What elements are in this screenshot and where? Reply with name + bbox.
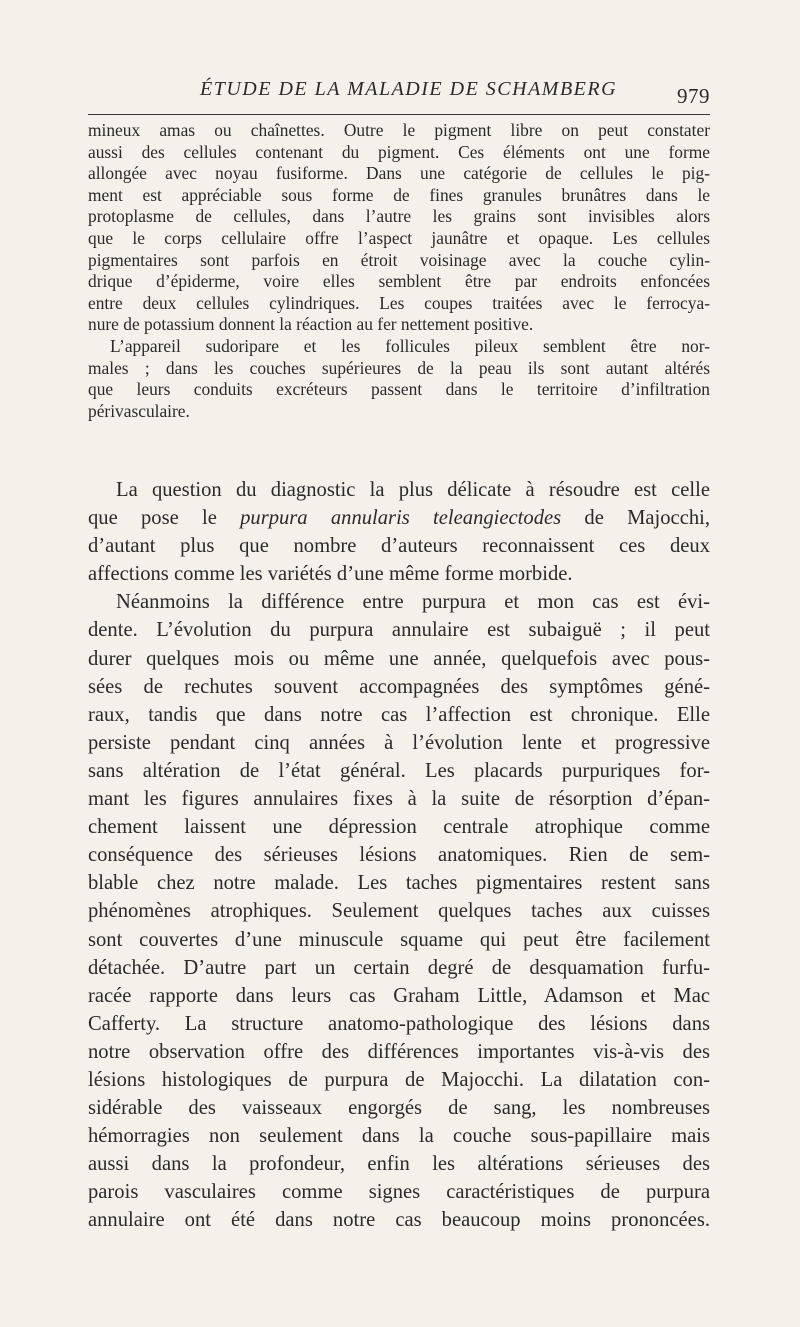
paragraph-differences xyxy=(88,588,710,1234)
page-number: 979 xyxy=(677,84,710,108)
text-line: hémorragies non seulement dans la couche sous-papillaire mais xyxy=(88,1125,710,1148)
text-line: blable chez notre malade. Les taches pigmentaires restent sans xyxy=(88,872,710,895)
text-line: lésions histologiques de purpura de Majocchi. La dilatation con- xyxy=(88,1068,710,1091)
text-line: durer quelques mois ou même une année, quelquefois avec pous- xyxy=(88,647,710,670)
text-line: phénomènes atrophiques. Seulement quelques taches aux cuisses xyxy=(88,900,710,923)
text-line: Cafferty. La structure anatomo-pathologique des lésions dans xyxy=(88,1012,710,1035)
text-line: que leurs conduits excréteurs passent dans le territoire d’infiltration xyxy=(88,379,710,400)
italic-term: purpura annularis teleangiectodes xyxy=(240,507,562,530)
paragraph-sweat-glands xyxy=(88,336,710,422)
text-line: périvasculaire. xyxy=(88,400,190,421)
text-line: dente. L’évolution du purpura annulaire est subaiguë ; il peut xyxy=(88,619,710,642)
text-line: racée rapporte dans leurs cas Graham Little, Adamson et Mac xyxy=(88,984,710,1007)
text-line: notre observation offre des différences importantes vis-à-vis des xyxy=(88,1040,710,1063)
text-line: sont couvertes d’une minuscule squame qui peut être facilement xyxy=(88,928,710,951)
text-line: affections comme les variétés d’une même forme morbide. xyxy=(88,563,573,586)
text-line: d’autant plus que nombre d’auteurs reconnaissent ces deux xyxy=(88,535,710,558)
small-print-section xyxy=(88,120,710,422)
text-line: drique d’épiderme, voire elles semblent être par endroits enfoncées xyxy=(88,271,710,292)
text-line: nure de potassium donnent la réaction au fer nettement positive. xyxy=(88,314,534,335)
text-line: chement laissent une dépression centrale atrophique comme xyxy=(88,816,710,839)
text-line: persiste pendant cinq années à l’évolution lente et progressive xyxy=(88,731,710,754)
text-line: La question du diagnostic la plus délicate à résoudre est celle xyxy=(116,479,710,501)
text-line: raux, tandis que dans notre cas l’affection est chronique. Elle xyxy=(88,703,710,726)
text-line: L’appareil sudoripare et les follicules pileux semblent être nor- xyxy=(110,335,710,356)
text-line: annulaire ont été dans notre cas beaucoup moins prononcées. xyxy=(88,1209,710,1232)
text-line: Néanmoins la différence entre purpura et mon cas est évi- xyxy=(116,591,710,614)
text-line: sidérable des vaisseaux engorgés de sang, les nombreuses xyxy=(88,1097,710,1120)
paragraph-diagnosis xyxy=(88,476,710,588)
text-line: parois vasculaires comme signes caractéristiques de purpura xyxy=(88,1181,710,1204)
text-line: mineux amas ou chaînettes. Outre le pigment libre on peut constater xyxy=(88,120,710,140)
text-line: conséquence des sérieuses lésions anatomiques. Rien de sem- xyxy=(88,844,710,867)
running-head xyxy=(88,76,710,106)
text-line: protoplasme de cellules, dans l’autre les grains sont invisibles alors xyxy=(88,206,710,227)
text-line: détachée. D’autre part un certain degré de desquamation furfu- xyxy=(88,956,710,979)
text-run: que pose le xyxy=(88,507,241,530)
text-line: ment est appréciable sous forme de fines granules brunâtres dans le xyxy=(88,184,710,205)
text-line: aussi des cellules contenant du pigment. Ces éléments ont une forme xyxy=(88,141,710,162)
text-line: sées de rechutes souvent accompagnées des symptômes géné- xyxy=(88,675,710,698)
main-text-section xyxy=(88,476,710,1235)
text-line: mant les figures annulaires fixes à la suite de résorption d’épan- xyxy=(88,788,710,811)
header-rule xyxy=(88,114,710,115)
paragraph-pigment-cells xyxy=(88,120,710,336)
text-line: allongée avec noyau fusiforme. Dans une catégorie de cellules le pig- xyxy=(88,163,710,184)
text-line: males ; dans les couches supérieures de la peau ils sont autant altérés xyxy=(88,357,710,378)
text-line: que le corps cellulaire offre l’aspect jaunâtre et opaque. Les cellules xyxy=(88,227,710,248)
text-line: entre deux cellules cylindriques. Les coupes traitées avec le ferrocya- xyxy=(88,292,710,313)
text-line xyxy=(88,504,710,532)
text-line: sans altération de l’état général. Les placards purpuriques for- xyxy=(88,759,710,782)
text-line: aussi dans la profondeur, enfin les altérations sérieuses des xyxy=(88,1153,710,1176)
text-run: de Majocchi, xyxy=(561,507,711,530)
text-line: pigmentaires sont parfois en étroit voisinage avec la couche cylin- xyxy=(88,249,710,270)
running-title: ÉTUDE DE LA MALADIE DE SCHAMBERG xyxy=(200,78,618,100)
